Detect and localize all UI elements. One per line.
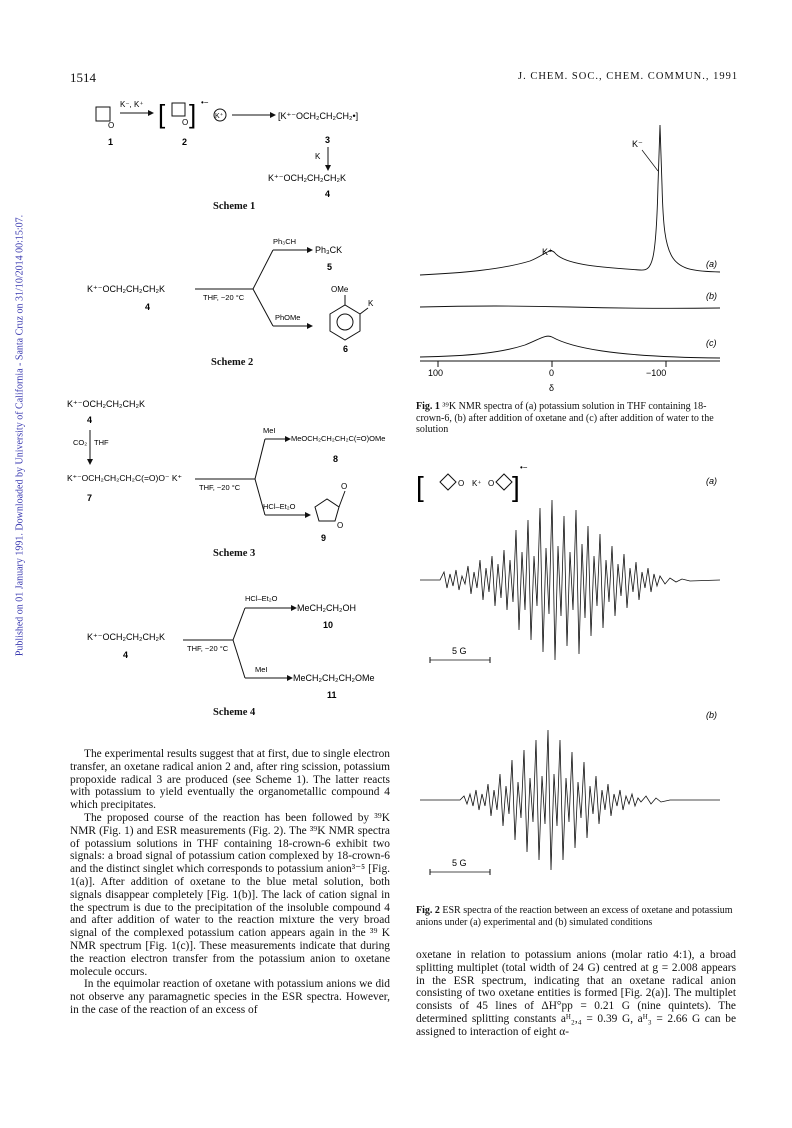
- svg-text:O: O: [488, 479, 495, 488]
- product3: [K⁺⁻OCH₂CH₂CH₂•]: [278, 111, 359, 121]
- paragraph-2: The proposed course of the reaction has been followed by ³⁹K NMR (Fig. 1) and ESR measurements (Fig. 2). The ³⁹K NMR spectra of potassium solutions in THF containing 18-crown-6 exhibit two signals: a broad signal of potassium cation complexed by 18-crown-6 and the distinct singlet which corresponds to potassium anion³⁻⁵ [Fig. 1(a)]. After addition of oxetane to the blue metal solution, both signals disappear completely [Fig. 1(b)]. The lack of cation signal in the spectrum is due to the precipitation of the insoluble compound 4 and after addition of water to the reaction mixture the very broad signal of the complexed potassium cation appears again in the ³⁹ K NMR spectrum [Fig. 1(c)]. These measurements indicate that during the reaction electron transfer from the potassium anion to oxetane molecule occurs.: [70, 811, 390, 978]
- scheme4-diagram: [85, 590, 405, 705]
- compound-2: 2: [182, 137, 188, 147]
- left-column-text: [70, 748, 390, 1017]
- svg-text:MeCH₂CH₂CH₂OMe: MeCH₂CH₂CH₂OMe: [293, 673, 375, 683]
- nmr-trace-a: [420, 125, 720, 275]
- scale-5g-a: 5 G: [452, 646, 467, 656]
- scheme2-caption: Scheme 2: [211, 357, 254, 368]
- svg-text:MeI: MeI: [255, 665, 268, 674]
- fig1-nmr-spectra: [420, 95, 740, 395]
- svg-text:THF, −20 °C: THF, −20 °C: [199, 483, 241, 492]
- journal-header: J. CHEM. SOC., CHEM. COMMUN., 1991: [518, 71, 739, 82]
- nmr-trace-b: [420, 306, 720, 308]
- svg-text:]: ]: [189, 99, 197, 129]
- page-number: 1514: [70, 70, 96, 85]
- svg-text:HCl–Et₂O: HCl–Et₂O: [263, 502, 296, 511]
- paragraph-1: The experimental results suggest that at first, due to single electron transfer, an oxetane radical anion 2 and, after ring scission, potassium propoxide radical 3 are produced (see Scheme 1). The latter reacts with potassium to yield eventually the organometallic compound 4 which precipitates.: [70, 748, 390, 812]
- svg-text:MeI: MeI: [263, 426, 276, 435]
- scale-5g-b: 5 G: [452, 858, 467, 868]
- svg-text:HCl–Et₂O: HCl–Et₂O: [245, 594, 278, 603]
- svg-text:O: O: [341, 482, 348, 491]
- svg-text:O: O: [458, 479, 465, 488]
- fig2-caption: Fig. 2 ESR spectra of the reaction between an excess of oxetane and potassium anions under (a) experimental and (b) simulated conditions: [416, 905, 733, 928]
- svg-text:Ph₃CK: Ph₃CK: [315, 245, 343, 255]
- svg-text:11: 11: [327, 690, 337, 700]
- svg-text:OMe: OMe: [331, 285, 349, 294]
- svg-text:K⁺: K⁺: [215, 113, 224, 120]
- product4: K⁺⁻OCH₂CH₂CH₂K: [268, 173, 346, 183]
- svg-text:K: K: [368, 299, 374, 308]
- svg-text:PhOMe: PhOMe: [275, 313, 301, 322]
- compound-3: 3: [325, 135, 331, 145]
- svg-text:8: 8: [333, 454, 339, 464]
- reactant: K⁺⁻OCH₂CH₂CH₂K: [87, 284, 165, 294]
- scheme1-diagram: [90, 95, 410, 205]
- svg-text:K⁺⁻OCH₂CH₂CH₂K: K⁺⁻OCH₂CH₂CH₂K: [87, 632, 165, 642]
- peak-k-plus: K⁺: [542, 247, 553, 257]
- intermediate-7: K⁺⁻OCH₂CH₂CH₂C(=O)O⁻ K⁺: [67, 473, 182, 483]
- svg-text:MeCH₂CH₂OH: MeCH₂CH₂OH: [297, 603, 356, 613]
- scheme1-caption: Scheme 1: [213, 201, 256, 212]
- svg-text:4: 4: [145, 302, 151, 312]
- svg-text:[: [: [416, 471, 424, 502]
- nmr-trace-c: [420, 336, 720, 358]
- paragraph-3: In the equimolar reaction of oxetane with potassium anions we did not observe any paramagnetic species in the ESR spectra. However, in the case of the reaction of an excess of: [70, 978, 390, 1016]
- axis-delta: δ: [549, 383, 555, 393]
- esr-trace-a: [420, 500, 720, 660]
- peak-k-minus: K⁻: [632, 139, 643, 149]
- svg-text:7: 7: [87, 493, 93, 503]
- compound-1: 1: [108, 137, 114, 147]
- right-column-text: [416, 949, 736, 1039]
- esr-trace-b: [420, 730, 720, 870]
- svg-text:Ph₃CH: Ph₃CH: [273, 237, 297, 246]
- svg-text:•−: •−: [520, 463, 528, 472]
- svg-text:(c): (c): [706, 338, 717, 348]
- tick-100: 100: [428, 368, 444, 378]
- svg-text:K⁺⁻OCH₂CH₂CH₂K: K⁺⁻OCH₂CH₂CH₂K: [67, 399, 145, 409]
- svg-text:(b): (b): [706, 291, 717, 301]
- svg-text:4: 4: [123, 650, 129, 660]
- bracket: [: [158, 99, 166, 129]
- svg-text:K⁺: K⁺: [472, 479, 482, 488]
- scheme2-diagram: [85, 232, 385, 362]
- tick-minus-100: −100: [646, 368, 667, 378]
- svg-text:O: O: [182, 118, 189, 127]
- svg-text:4: 4: [87, 415, 93, 425]
- fig2-esr-spectra: [416, 460, 740, 900]
- scheme4-caption: Scheme 4: [213, 707, 256, 718]
- scheme3-diagram: [65, 395, 385, 545]
- svg-text:6: 6: [343, 344, 349, 354]
- compound-4: 4: [325, 189, 331, 199]
- tick-0: 0: [549, 368, 555, 378]
- svg-text:THF, −20 °C: THF, −20 °C: [187, 644, 229, 653]
- svg-text:CO₂: CO₂: [73, 438, 88, 447]
- svg-text:9: 9: [321, 533, 327, 543]
- product-8: MeOCH₂CH₂CH₂C(=O)OMe: [291, 434, 386, 443]
- reagent-k: K⁻, K⁺: [120, 100, 144, 109]
- svg-text:O: O: [337, 521, 344, 530]
- svg-text:]: ]: [512, 471, 520, 502]
- oxetane-o: O: [108, 121, 115, 130]
- svg-text:(b): (b): [706, 710, 717, 720]
- svg-text:(a): (a): [706, 476, 717, 486]
- svg-text:10: 10: [323, 620, 334, 630]
- download-watermark: Published on 01 January 1991. Downloaded by University of California - Santa Cruz on 31/10/2014 00:15:07.: [14, 214, 26, 657]
- fig1-caption: Fig. 1 ³⁹K NMR spectra of (a) potassium solution in THF containing 18-crown-6, (b) after addition of oxetane and (c) after addition of water to the solution: [416, 401, 714, 435]
- scheme3-caption: Scheme 3: [213, 548, 256, 559]
- conditions: THF, −20 °C: [203, 293, 245, 302]
- svg-text:•−: •−: [201, 98, 209, 107]
- k-reagent: K: [315, 152, 321, 161]
- svg-text:THF: THF: [94, 438, 109, 447]
- svg-text:(a): (a): [706, 259, 717, 269]
- svg-text:5: 5: [327, 262, 333, 272]
- paragraph-right: oxetane in relation to potassium anions (molar ratio 4:1), a broad splitting multiplet (total width of 24 G) centred at g = 2.008 appears in the ESR spectrum, indicating that an oxetane radical anion consisting of two oxetane entities is formed [Fig. 2(a)]. The multiplet consists of 45 lines of ΔH°pp = 0.21 G (nine quintets). The determined splitting constants aᴴ₂,₄ = 0.39 G, aᴴ₃ = 2.66 G can be assigned to interaction of eight α-: [416, 949, 736, 1038]
